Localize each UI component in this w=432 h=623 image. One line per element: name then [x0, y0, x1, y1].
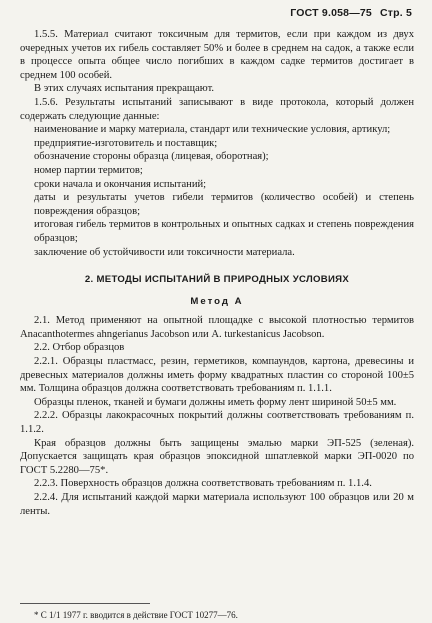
paragraph: обозначение стороны образца (лицевая, оборотная);	[34, 151, 269, 163]
paragraph: заключение об устойчивости или токсичности материала.	[34, 246, 295, 258]
paragraph: 1.5.5. Материал считают токсичным для термитов, если при каждом из двух очередных учетов их гибель составляет 50% и более в среднем на садок, а также если в процессе опыта общее число погибших в каждом садке термитов достигает в среднем 100 особей.	[20, 29, 414, 81]
page-header	[290, 7, 412, 19]
paragraph: 2.2.3. Поверхность образцов должна соответствовать требованиям п. 1.1.4.	[34, 478, 372, 490]
paragraphs-bottom	[20, 314, 414, 518]
footnote: * С 1/1 1977 г. вводится в действие ГОСТ 10277—76.	[34, 610, 238, 620]
page-number: Стр. 5	[379, 7, 412, 19]
standard-number: ГОСТ 9.058—75	[290, 7, 372, 19]
paragraph: даты и результаты учетов гибели термитов (количество особей) и степень повреждения образцов;	[34, 192, 414, 217]
document-body	[20, 28, 414, 518]
paragraph: 2.2.2. Образцы лакокрасочных покрытий должны соответствовать требованиям п. 1.1.2.	[20, 410, 414, 436]
paragraph: 2.2.1. Образцы пластмасс, резин, герметиков, компаундов, картона, древесины и древесных материалов должны иметь форму квадратных пластин со стороной 100±5 мм. Толщина образцов должна соответствовать требованиям п. 1.1.1.	[20, 356, 414, 395]
paragraph: предприятие-изготовитель и поставщик;	[34, 137, 218, 149]
paragraph: 1.5.6. Результаты испытаний записывают в виде протокола, который должен содержать следующие данные:	[20, 96, 414, 122]
method-title: Метод А	[190, 295, 244, 307]
paragraph: сроки начала и окончания испытаний;	[34, 178, 207, 190]
paragraph: 2.2.4. Для испытаний каждой марки материала используют 100 образцов или 20 м ленты.	[20, 492, 414, 517]
paragraphs-top	[20, 28, 414, 259]
paragraph: наименование и марку материала, стандарт или технические условия, артикул;	[34, 124, 391, 136]
paragraph: 2.2. Отбор образцов	[34, 342, 125, 354]
paragraph: номер партии термитов;	[34, 164, 143, 176]
paragraph: Образцы пленок, тканей и бумаги должны иметь форму лент шириной 50±5 мм.	[34, 396, 397, 408]
paragraph: Края образцов должны быть защищены эмалью марки ЭП-525 (зеленая). Допускается защищать края образцов эпоксидной шпатлевкой марки ЭП-0020 по ГОСТ 5.2280—75*.	[20, 437, 414, 476]
paragraph: В этих случаях испытания прекращают.	[34, 83, 215, 95]
footnote-divider	[20, 603, 150, 604]
paragraph: 2.1. Метод применяют на опытной площадке с высокой плотностью термитов Anacanthotermes ahngerianus Jacobson или A. turkestanicus Jacobson.	[20, 315, 414, 340]
section-title: 2. МЕТОДЫ ИСПЫТАНИЙ В ПРИРОДНЫХ УСЛОВИЯХ	[84, 274, 350, 286]
paragraph: итоговая гибель термитов в контрольных и опытных садках и степень повреждения образцов;	[34, 219, 414, 244]
